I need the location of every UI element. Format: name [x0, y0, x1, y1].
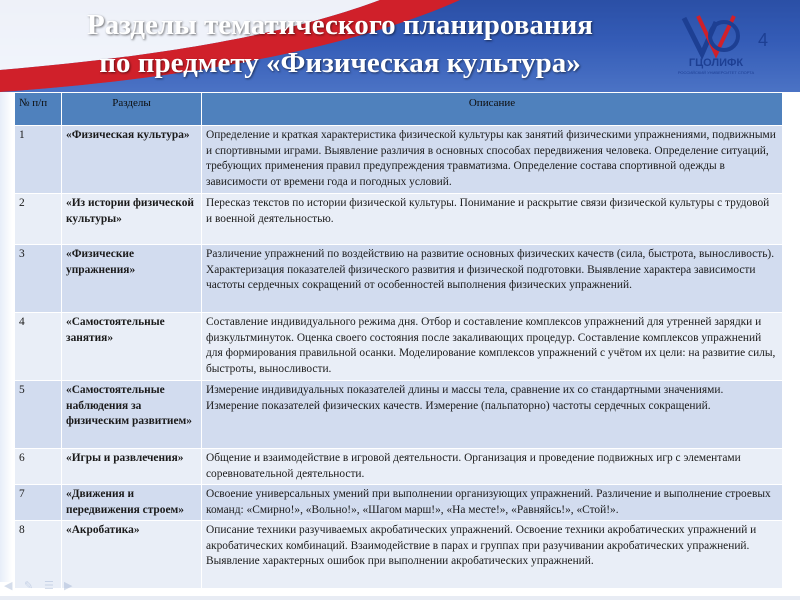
table-row [15, 485, 783, 521]
title-line-1: Разделы тематического планирования [87, 9, 593, 41]
row-number: 2 [15, 194, 62, 245]
row-number: 8 [15, 521, 62, 589]
row-description: Определение и краткая характеристика физической культуры как занятий физическими упражнениями, подвижными и спортивными играми. Выявление различия в основных способах передвижения человека. Определение ситуаций, требующих применения правил предупреждения травматизма. Определение состава спортивной одежды в зависимости от времени года и погодных условий. [202, 126, 783, 194]
column-header-sections: Разделы [62, 93, 202, 126]
row-number: 1 [15, 126, 62, 194]
row-description: Различение упражнений по воздействию на развитие основных физических качеств (сила, быстрота, выносливость). Характеризация показателей физического развития и физической подготовки. Выявление характера зависимости частоты сердечных сокращений от особенностей выполнения физических упражнений. [202, 245, 783, 313]
logo-text: ГЦОЛИФК [688, 57, 744, 69]
row-description: Пересказ текстов по истории физической культуры. Понимание и раскрытие связи физической культуры с трудовой и военной деятельностью. [202, 194, 783, 245]
row-section: «Самостоятельные занятия» [62, 313, 202, 381]
slide-number: 4 [758, 30, 769, 50]
row-section: «Движения и передвижения строем» [62, 485, 202, 521]
table-row [15, 521, 783, 589]
row-section: «Физическая культура» [62, 126, 202, 194]
table-row [15, 194, 783, 245]
gcolifk-logo [676, 10, 756, 76]
menu-icon[interactable]: ☰ [44, 579, 54, 592]
table-header-row [15, 93, 783, 126]
pen-icon[interactable]: ✎ [24, 579, 34, 592]
row-section: «Акробатика» [62, 521, 202, 589]
table-row [15, 126, 783, 194]
side-decoration [0, 92, 12, 582]
row-section: «Игры и развлечения» [62, 449, 202, 485]
row-description: Описание техники разучиваемых акробатических упражнений. Освоение техники акробатических упражнений и акробатических комбинаций. Взаимодействие в парах и группах при разучивании акробатических упражнений. Выявление характерных ошибок при выполнении акробатических упражнений. [202, 521, 783, 589]
table-row [15, 245, 783, 313]
slide-title [20, 6, 660, 82]
row-description: Общение и взаимодействие в игровой деятельности. Организация и проведение подвижных игр с элементами соревновательной деятельности. [202, 449, 783, 485]
row-section: «Из истории физической культуры» [62, 194, 202, 245]
next-icon[interactable]: ▶ [64, 579, 73, 592]
table-row [15, 449, 783, 485]
row-description: Составление индивидуального режима дня. Отбор и составление комплексов упражнений для утренней зарядки и физкультминуток. Оценка своего состояния после закаливающих процедур. Составление комплексов упражнений для формирования правильной осанки. Моделирование комплексов упражнений с учётом их цели: на развитие силы, быстроты, выносливости. [202, 313, 783, 381]
column-header-number: № п/п [15, 93, 62, 126]
row-number: 6 [15, 449, 62, 485]
logo-emblem-icon [676, 10, 756, 76]
row-number: 5 [15, 381, 62, 449]
thematic-plan-table [14, 92, 782, 589]
table-row [15, 381, 783, 449]
row-description: Измерение индивидуальных показателей длины и массы тела, сравнение их со стандартными значениями. Измерение показателей физических качеств. Измерение (пальпаторно) частоты сердечных сокращений. [202, 381, 783, 449]
row-number: 3 [15, 245, 62, 313]
bottom-divider [0, 596, 800, 600]
title-line-2: по предмету «Физическая культура» [99, 47, 581, 79]
prev-icon[interactable]: ◀ [4, 579, 13, 592]
table-row [15, 313, 783, 381]
row-number: 7 [15, 485, 62, 521]
row-description: Освоение универсальных умений при выполнении организующих упражнений. Различение и выполнение строевых команд: «Смирно!», «Вольно!», «Шагом марш!», «На месте!», «Равняйсь!», «Стой!». [202, 485, 783, 521]
row-section: «Самостоятельные наблюдения за физическим развитием» [62, 381, 202, 449]
column-header-description: Описание [202, 93, 783, 126]
logo-subtext: РОССИЙСКИЙ УНИВЕРСИТЕТ СПОРТА [677, 70, 755, 75]
row-section: «Физические упражнения» [62, 245, 202, 313]
row-number: 4 [15, 313, 62, 381]
slide-controls [4, 580, 78, 594]
